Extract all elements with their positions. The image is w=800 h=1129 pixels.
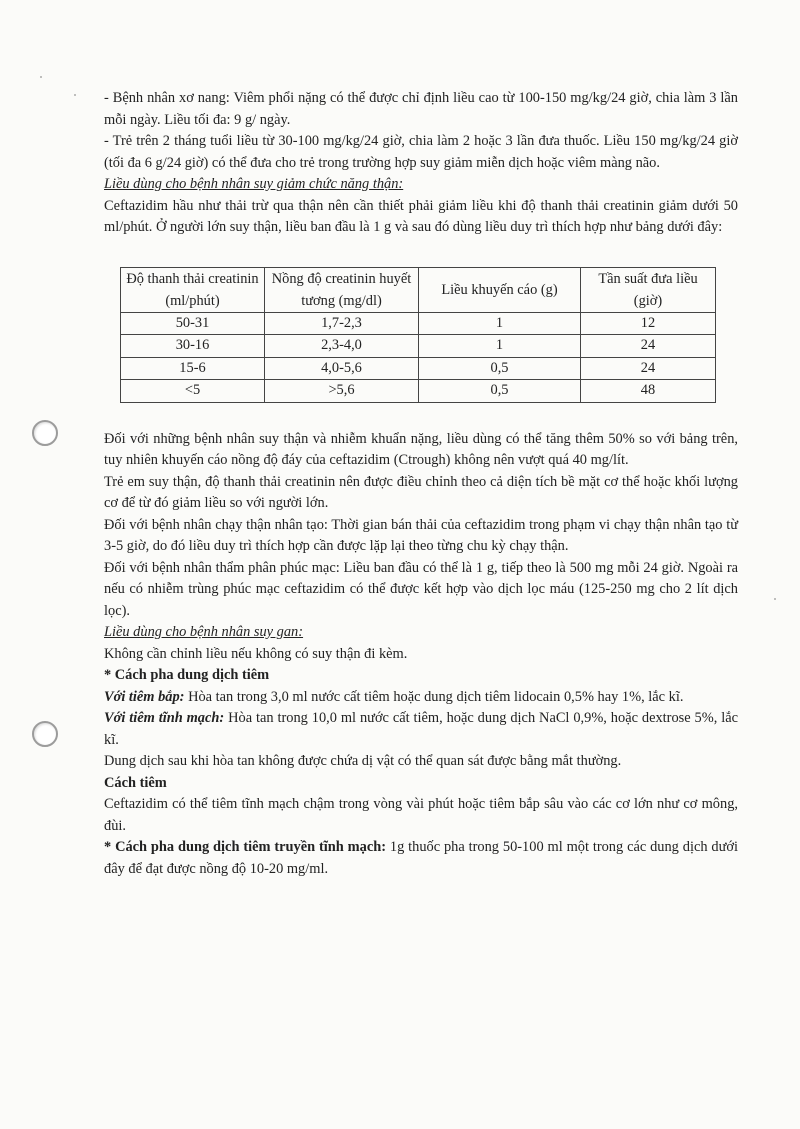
paragraph-peritoneal-dialysis: Đối với bệnh nhân thẩm phân phúc mạc: Liều ban đầu có thể là 1 g, tiếp theo là 500 mg mỗi 24 giờ. Ngoài ra nếu có nhiễm trùng phúc mạc ceftazidim có thể được kết hợp vào dịch lọc máu (125-250 mg cho 2 lít dịch lọc). — [104, 559, 738, 619]
scan-speck — [74, 94, 76, 96]
punch-hole-top — [32, 420, 58, 446]
paragraph-children-dose: - Trẻ trên 2 tháng tuổi liều từ 30-100 mg/kg/24 giờ, chia làm 2 hoặc 3 lần đưa thuốc. Liều 150 mg/kg/24 giờ (tối đa 6 g/24 giờ) có thể đưa cho trẻ trong trường hợp suy giảm miễn dịch hoặc viêm màng não. — [104, 133, 738, 171]
spacer — [104, 403, 738, 429]
paragraph-children-renal: Trẻ em suy thận, độ thanh thải creatinin nên được điều chỉnh theo cả diện tích bề mặt cơ thể hoặc khối lượng cơ để từ đó giảm liều so với người lớn. — [104, 473, 738, 511]
cell-dose: 1 — [419, 312, 581, 335]
scan-speck — [774, 598, 776, 600]
table-row — [121, 335, 716, 358]
cell-frequency: 24 — [581, 335, 716, 358]
paragraph-im-prep — [104, 687, 738, 709]
text-infusion: 1g thuốc pha trong 50-100 ml một trong các dung dịch dưới đây để đạt được nồng độ 10-20 mg/ml. — [104, 839, 738, 877]
cell-clearance: 30-16 — [121, 335, 265, 358]
header-creatinine-clearance: Độ thanh thải creatinin (ml/phút) — [121, 267, 265, 312]
cell-clearance: <5 — [121, 380, 265, 403]
text-im: Hòa tan trong 3,0 ml nước cất tiêm hoặc dung dịch tiêm lidocain 0,5% hay 1%, lắc kĩ. — [184, 688, 684, 705]
label-iv: Với tiêm tĩnh mạch: — [104, 710, 225, 726]
paragraph-cystic-fibrosis: - Bệnh nhân xơ nang: Viêm phổi nặng có thể được chỉ định liều cao từ 100-150 mg/kg/24 giờ, chia làm 3 lần mỗi ngày. Liều tối đa: 9 g/ ngày. — [104, 90, 738, 128]
paragraph-hemodialysis: Đối với bệnh nhân chạy thận nhân tạo: Thời gian bán thải của ceftazidim trong phạm vi chạy thận nhân tạo từ 3-5 giờ, do đó liều duy trì thích hợp cần được lặp lại theo từng chu kỳ chạy thận. — [104, 516, 738, 554]
table-row — [121, 357, 716, 380]
cell-creatinine: 1,7-2,3 — [265, 312, 419, 335]
heading-solution-prep: * Cách pha dung dịch tiêm — [104, 667, 270, 683]
cell-creatinine: >5,6 — [265, 380, 419, 403]
cell-frequency: 48 — [581, 380, 716, 403]
renal-dose-table — [120, 267, 716, 403]
paragraph-severe-infection: Đối với những bệnh nhân suy thận và nhiễm khuẩn nặng, liều dùng có thể tăng thêm 50% so với bảng trên, tuy nhiên khuyến cáo nồng độ đáy của ceftazidim (Ctrough) không nên vượt quá 40 mg/lít. — [104, 430, 738, 468]
table-header-row — [121, 267, 716, 312]
header-recommended-dose: Liều khuyến cáo (g) — [419, 267, 581, 312]
cell-frequency: 24 — [581, 357, 716, 380]
cell-dose: 0,5 — [419, 357, 581, 380]
heading-renal-dosing: Liều dùng cho bệnh nhân suy giảm chức năng thận: — [104, 176, 404, 192]
paragraph-prep-note: Dung dịch sau khi hòa tan không được chứa dị vật có thể quan sát được bằng mắt thường. — [104, 753, 622, 769]
document-body — [104, 88, 738, 880]
cell-frequency: 12 — [581, 312, 716, 335]
cell-clearance: 15-6 — [121, 357, 265, 380]
scan-speck — [40, 76, 42, 78]
label-infusion: * Cách pha dung dịch tiêm truyền tĩnh mạch: — [104, 839, 387, 855]
paragraph-injection: Ceftazidim có thể tiêm tĩnh mạch chậm trong vòng vài phút hoặc tiêm bắp sâu vào các cơ lớn như cơ mông, đùi. — [104, 796, 738, 834]
header-dosing-frequency: Tần suất đưa liều (giờ) — [581, 267, 716, 312]
paragraph-hepatic: Không cần chỉnh liều nếu không có suy thận đi kèm. — [104, 645, 408, 662]
cell-dose: 0,5 — [419, 380, 581, 403]
table-row — [121, 380, 716, 403]
text-iv: Hòa tan trong 10,0 ml nước cất tiêm, hoặc dung dịch NaCl 0,9%, hoặc dextrose 5%, lắc kĩ. — [104, 710, 738, 748]
paragraph-renal-intro: Ceftazidim hầu như thải trừ qua thận nên cần thiết phải giảm liều khi độ thanh thải creatinin giảm dưới 50 ml/phút. Ở người lớn suy thận, liều ban đầu là 1 g và sau đó dùng liều duy trì thích hợp như bảng dưới đây: — [104, 197, 738, 235]
paragraph-iv-prep — [104, 708, 738, 751]
heading-injection: Cách tiêm — [104, 774, 167, 791]
header-serum-creatinine: Nồng độ creatinin huyết tương (mg/dl) — [265, 267, 419, 312]
table-row — [121, 312, 716, 335]
cell-clearance: 50-31 — [121, 312, 265, 335]
heading-hepatic-dosing: Liều dùng cho bệnh nhân suy gan: — [104, 624, 304, 640]
cell-creatinine: 4,0-5,6 — [265, 357, 419, 380]
cell-creatinine: 2,3-4,0 — [265, 335, 419, 358]
paragraph-infusion — [104, 837, 738, 880]
cell-dose: 1 — [419, 335, 581, 358]
punch-hole-bottom — [32, 721, 58, 747]
label-im: Với tiêm bắp: — [104, 688, 185, 705]
